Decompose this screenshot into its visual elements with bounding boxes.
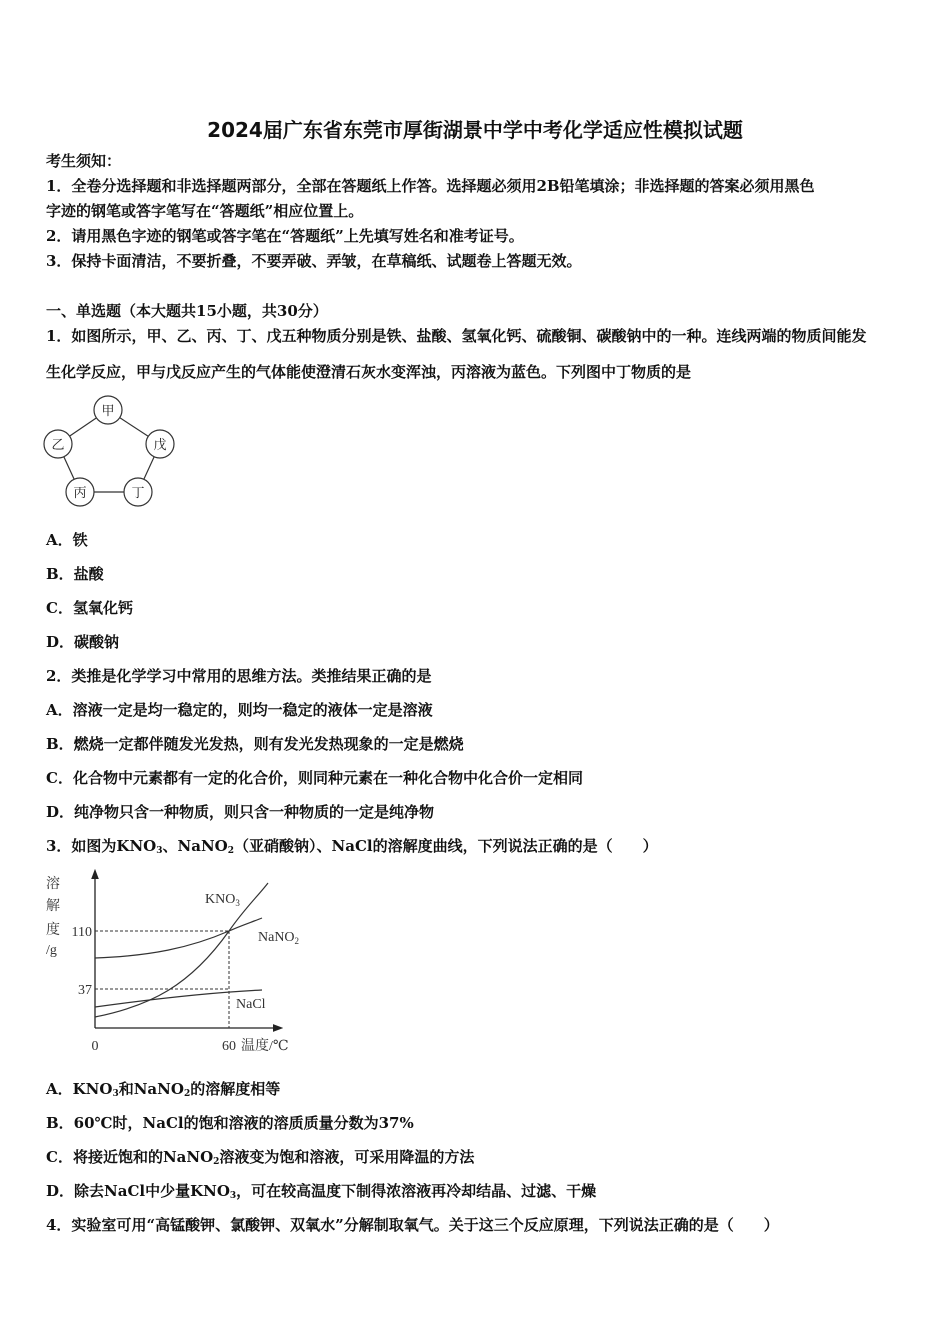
notice-line: 3．保持卡面清洁，不要折叠，不要弄破、弄皱，在草稿纸、试题卷上答题无效。: [46, 252, 582, 270]
text-segment: A．KNO: [46, 1080, 113, 1098]
q1-option-c: C．氢氧化钙: [46, 599, 133, 617]
text-segment: 和NaNO: [118, 1080, 184, 1098]
node-label: 丁: [131, 485, 145, 500]
section-heading: 一、单选题（本大题共15小题，共30分）: [46, 302, 328, 320]
y-label-char: 度: [46, 923, 60, 938]
subscript: 2: [183, 1089, 191, 1099]
q2-option-a: A．溶液一定是均一稳定的，则均一稳定的液体一定是溶液: [46, 701, 433, 719]
q3-option-a: [46, 1079, 280, 1104]
text-segment: D．除去NaCl中少量KNO: [46, 1182, 230, 1200]
q4-stem: 4．实验室可用“高锰酸钾、氯酸钾、双氧水”分解制取氧气。关于这三个反应原理，下列说法正确的是（ ）: [46, 1216, 779, 1234]
notice-heading: 考生须知：: [46, 152, 122, 170]
text-segment: ，可在较高温度下制得浓溶液再冷却结晶、过滤、干燥: [236, 1182, 597, 1200]
text-segment: C．将接近饱和的NaNO: [46, 1148, 214, 1166]
x-tick-60: 60: [222, 1039, 236, 1054]
y-label-char: /g: [46, 943, 57, 958]
subscript: 2: [227, 846, 235, 856]
subscript: 3: [156, 846, 163, 856]
q1-option-a: A．铁: [46, 531, 88, 549]
label-kno3: $KNO_3$: [205, 892, 240, 908]
node-label: 丙: [73, 485, 87, 500]
q1-option-b: B．盐酸: [46, 565, 104, 583]
text-segment: B．60℃时，NaCl的饱和溶液的溶质质量分数为37%: [46, 1114, 414, 1132]
node-label: 乙: [51, 437, 65, 452]
text-segment: 3．如图为KNO: [46, 837, 157, 855]
subscript: 3: [112, 1089, 119, 1099]
subscript: 3: [229, 1191, 237, 1201]
label-nacl: NaCl: [236, 997, 266, 1012]
q3-option-b: [46, 1113, 414, 1133]
q3-option-c: [46, 1147, 474, 1172]
notice-line: 2．请用黑色字迹的钢笔或答字笔在“答题纸”上先填写姓名和准考证号。: [46, 227, 524, 245]
q3-option-d: [46, 1181, 596, 1206]
q3-solubility-graph: [40, 866, 320, 1061]
text-segment: （亚硝酸钠）、NaCl的溶解度曲线，下列说法正确的是（ ）: [234, 837, 658, 855]
y-label-char: 溶: [46, 877, 60, 892]
y-tick-37: 37: [78, 983, 92, 998]
q1-stem: 生化学反应，甲与戊反应产生的气体能使澄清石灰水变浑浊，丙溶液为蓝色。下列图中丁物质的是: [46, 363, 692, 381]
q2-stem: 2．类推是化学学习中常用的思维方法。类推结果正确的是: [46, 667, 432, 685]
q3-stem: [46, 836, 658, 861]
q2-option-c: C．化合物中元素都有一定的化合价，则同种元素在一种化合物中化合价一定相同: [46, 769, 583, 787]
q1-option-d: D．碳酸钠: [46, 633, 120, 651]
x-axis-label: 温度/℃: [241, 1039, 289, 1054]
node-label: 甲: [101, 403, 115, 418]
q2-option-d: D．纯净物只含一种物质，则只含一种物质的一定是纯净物: [46, 803, 435, 821]
label-nano2: NaNO$_2$: [258, 930, 300, 946]
notice-line: 1．全卷分选择题和非选择题两部分，全部在答题纸上作答。选择题必须用2B铅笔填涂；非选择题的答案必须用黑色: [46, 177, 815, 195]
notice-line: 字迹的钢笔或答字笔写在“答题纸”相应位置上。: [46, 202, 364, 220]
text-segment: 的溶解度相等: [190, 1080, 281, 1098]
text-segment: 溶液变为饱和溶液，可采用降温的方法: [219, 1148, 475, 1166]
q2-option-b: B．燃烧一定都伴随发光发热，则有发光发热现象的一定是燃烧: [46, 735, 464, 753]
q1-pentagon-diagram: [40, 392, 180, 508]
y-label-char: 解: [46, 899, 60, 914]
text-segment: 、NaNO: [162, 837, 228, 855]
curve-nano2: [95, 918, 262, 958]
subscript: 2: [213, 1157, 220, 1167]
x-tick-0: 0: [91, 1039, 99, 1054]
node-label: 戊: [153, 437, 167, 452]
q1-stem: 1．如图所示，甲、乙、丙、丁、戊五种物质分别是铁、盐酸、氢氧化钙、硫酸铜、碳酸钠中的一种。连线两端的物质间能发: [46, 327, 867, 345]
y-tick-110: 110: [71, 925, 92, 940]
page-title: 2024届广东省东莞市厚街湖景中学中考化学适应性模拟试题: [207, 118, 743, 142]
